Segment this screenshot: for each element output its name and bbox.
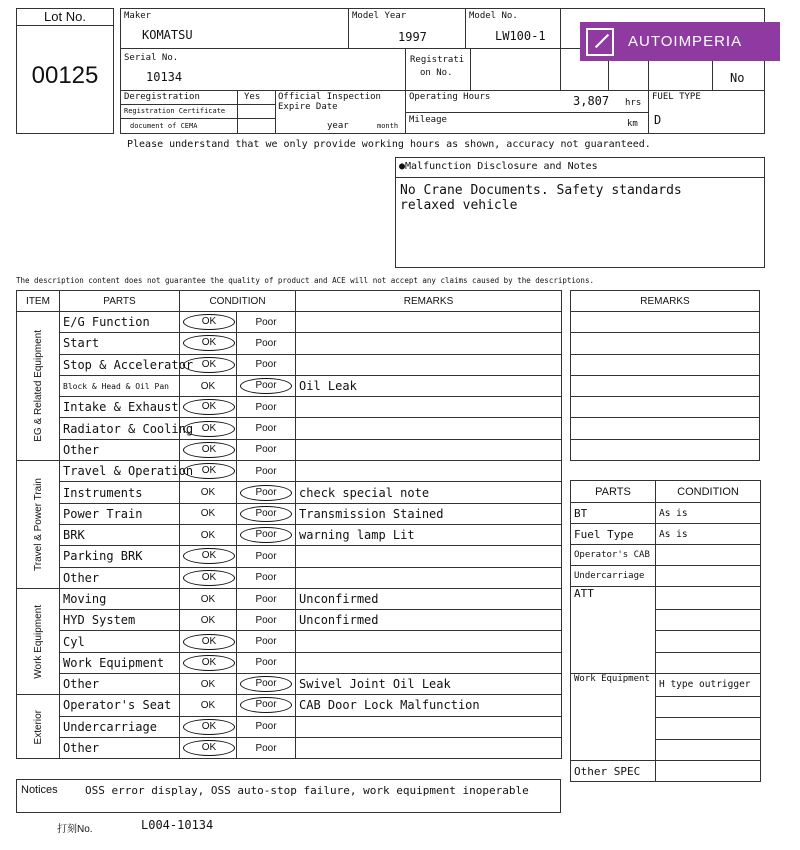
malfunction-text-2: relaxed vehicle	[400, 198, 518, 213]
table-row	[17, 674, 562, 695]
remark-cell	[296, 652, 562, 673]
mileage-label: Mileage	[409, 115, 447, 125]
table-row	[17, 439, 562, 460]
side-table-row	[571, 524, 761, 545]
poor-mark: Poor	[255, 572, 277, 584]
ac-value: No	[730, 71, 745, 85]
logo-mark-icon	[586, 28, 614, 56]
poor-cell	[237, 375, 296, 396]
malfunction-rule	[395, 177, 765, 178]
poor-mark: Poor	[255, 359, 277, 371]
poor-cell	[237, 418, 296, 439]
ok-cell	[180, 567, 237, 588]
side-condition: As is	[656, 503, 761, 524]
malfunction-text-1: No Crane Documents. Safety standards	[400, 183, 682, 198]
ok-mark: OK	[200, 678, 216, 690]
part-name: Parking BRK	[60, 546, 180, 567]
remark-cell	[296, 716, 562, 737]
inspection-month: month	[377, 122, 399, 130]
registration-label-1: Registrati	[410, 55, 465, 65]
poor-mark: Poor	[255, 465, 277, 477]
side-condition	[656, 674, 761, 761]
group-label	[17, 461, 60, 589]
ok-mark: OK	[183, 314, 235, 330]
side-condition	[656, 566, 761, 587]
side-subrow-divider	[656, 609, 760, 610]
table-row	[17, 610, 562, 631]
ok-mark: OK	[200, 380, 216, 392]
remark-cell	[296, 737, 562, 758]
poor-mark: Poor	[255, 721, 277, 733]
side-header-condition: CONDITION	[656, 481, 761, 503]
remark-cell: check special note	[296, 482, 562, 503]
side-table-row	[571, 587, 761, 674]
poor-mark: Poor	[255, 550, 277, 562]
remark-cell: Transmission Stained	[296, 503, 562, 524]
inspection-table-body	[17, 312, 562, 759]
serial-value: 10134	[146, 70, 183, 84]
notices-label: Notices	[21, 784, 58, 796]
stamp-value: L004-10134	[141, 818, 214, 832]
remark-cell	[296, 397, 562, 418]
ok-mark: OK	[183, 570, 235, 586]
table-row	[17, 737, 562, 758]
remark-cell	[296, 354, 562, 375]
table-row	[17, 333, 562, 354]
header-vline-7	[405, 48, 406, 134]
remark-cell	[296, 567, 562, 588]
remark-cell: Swivel Joint Oil Leak	[296, 674, 562, 695]
header-rule-5	[405, 112, 648, 113]
table-row	[17, 546, 562, 567]
poor-cell	[237, 546, 296, 567]
remark-cell	[296, 418, 562, 439]
ok-cell	[180, 546, 237, 567]
side-remarks-table	[570, 290, 760, 461]
header-rule-3	[120, 104, 275, 105]
ok-cell	[180, 631, 237, 652]
ok-mark: OK	[183, 463, 235, 479]
side-subrow-divider	[656, 739, 760, 740]
lot-label: Lot No.	[44, 9, 86, 24]
remark-cell	[296, 333, 562, 354]
table-row	[17, 482, 562, 503]
ok-cell	[180, 418, 237, 439]
ok-cell	[180, 397, 237, 418]
part-name: Radiator & Cooling	[60, 418, 180, 439]
side-remarks-row	[571, 418, 760, 439]
table-row	[17, 354, 562, 375]
side-header-parts: PARTS	[571, 481, 656, 503]
ok-cell	[180, 674, 237, 695]
ok-cell	[180, 503, 237, 524]
poor-cell	[237, 354, 296, 375]
part-name: BRK	[60, 524, 180, 545]
poor-mark: Poor	[255, 337, 277, 349]
poor-cell	[237, 588, 296, 609]
table-row	[17, 375, 562, 396]
km-label: km	[627, 119, 638, 129]
side-condition-text: H type outrigger	[659, 679, 751, 690]
poor-mark: Poor	[240, 697, 292, 713]
poor-mark: Poor	[255, 657, 277, 669]
side-remarks-cell	[571, 333, 760, 354]
registration-certificate: Registration Certificate	[124, 107, 226, 115]
side-remarks-row	[571, 354, 760, 375]
inspection-label-2: Expire Date	[278, 102, 338, 112]
part-name: Moving	[60, 588, 180, 609]
logo-text: AUTOIMPERIA	[628, 33, 743, 50]
side-remarks-row	[571, 397, 760, 418]
part-name: Start	[60, 333, 180, 354]
poor-mark: Poor	[255, 636, 277, 648]
remark-cell: Unconfirmed	[296, 610, 562, 631]
part-name: Work Equipment	[60, 652, 180, 673]
ok-cell	[180, 312, 237, 333]
side-condition: As is	[656, 524, 761, 545]
side-table-row	[571, 503, 761, 524]
part-name: Other	[60, 737, 180, 758]
inspection-year: year	[327, 121, 349, 131]
part-name: Cyl	[60, 631, 180, 652]
header-rule-4	[120, 118, 275, 119]
part-name: Other	[60, 439, 180, 460]
side-part: BT	[571, 503, 656, 524]
header-remarks: REMARKS	[296, 291, 562, 312]
inspection-table	[16, 290, 562, 759]
model-year-value: 1997	[398, 30, 427, 44]
table-row	[17, 652, 562, 673]
part-name: E/G Function	[60, 312, 180, 333]
inspection-label-1: Official Inspection	[278, 92, 381, 102]
group-label	[17, 695, 60, 759]
poor-mark: Poor	[255, 593, 277, 605]
poor-mark: Poor	[255, 614, 277, 626]
ok-mark: OK	[183, 655, 235, 671]
lot-number: 00125	[31, 62, 99, 89]
poor-cell	[237, 567, 296, 588]
ok-mark: OK	[200, 699, 216, 711]
poor-cell	[237, 674, 296, 695]
ok-mark: OK	[200, 614, 216, 626]
ok-cell	[180, 461, 237, 482]
ok-cell	[180, 716, 237, 737]
part-name: Other	[60, 674, 180, 695]
header-vline-2	[465, 8, 466, 48]
group-label	[17, 588, 60, 694]
poor-mark: Poor	[255, 401, 277, 413]
table-row	[17, 524, 562, 545]
group-label-text: Exterior	[32, 709, 44, 745]
poor-cell	[237, 312, 296, 333]
remark-cell	[296, 546, 562, 567]
side-remarks-row	[571, 333, 760, 354]
part-name: Undercarriage	[60, 716, 180, 737]
part-name: Instruments	[60, 482, 180, 503]
model-year-label: Model Year	[352, 11, 407, 21]
part-name: Intake & Exhaust	[60, 397, 180, 418]
autoimperia-logo	[580, 22, 780, 61]
poor-mark: Poor	[255, 742, 277, 754]
side-condition-subgrid	[656, 674, 760, 760]
stamp-label: 打刻No.	[57, 824, 93, 835]
side-remarks-cell	[571, 312, 760, 333]
poor-mark: Poor	[255, 316, 277, 328]
fuel-type-value: D	[654, 113, 662, 127]
poor-cell	[237, 737, 296, 758]
part-name: HYD System	[60, 610, 180, 631]
model-no-value: LW100-1	[495, 29, 546, 43]
ok-cell	[180, 610, 237, 631]
table-row	[17, 461, 562, 482]
hrs-label: hrs	[625, 98, 642, 108]
poor-mark: Poor	[255, 423, 277, 435]
poor-mark: Poor	[240, 485, 292, 501]
remark-cell: warning lamp Lit	[296, 524, 562, 545]
ok-cell	[180, 737, 237, 758]
table-row	[17, 588, 562, 609]
ok-mark: OK	[183, 399, 235, 415]
ok-mark: OK	[183, 335, 235, 351]
table-row	[17, 418, 562, 439]
side-subrow-divider	[656, 717, 760, 718]
operating-hours-label: Operating Hours	[409, 92, 491, 102]
ok-mark: OK	[200, 529, 216, 541]
table-row	[17, 567, 562, 588]
hours-note: Please understand that we only provide working hours as shown, accuracy not guaranteed.	[127, 139, 651, 150]
side-remarks-cell	[571, 375, 760, 396]
ok-mark: OK	[183, 442, 235, 458]
header-vline-10	[275, 90, 276, 134]
cema-document: document of CEMA	[130, 122, 198, 130]
ok-mark: OK	[200, 508, 216, 520]
part-name: Block & Head & Oil Pan	[60, 375, 180, 396]
poor-cell	[237, 397, 296, 418]
remark-cell: Oil Leak	[296, 375, 562, 396]
ok-mark: OK	[200, 593, 216, 605]
dereg-value: Yes	[244, 92, 261, 102]
side-subrow-divider	[656, 630, 760, 631]
group-label-text: EG & Related Equipment	[32, 330, 44, 442]
header-parts: PARTS	[60, 291, 180, 312]
part-name: Power Train	[60, 503, 180, 524]
ok-cell	[180, 695, 237, 716]
side-part: Operator's CAB	[571, 545, 656, 566]
table-row	[17, 631, 562, 652]
registration-label-2: on No.	[420, 68, 453, 78]
header-item: ITEM	[17, 291, 60, 312]
header-rule-2	[120, 90, 765, 91]
malfunction-title: ●Malfunction Disclosure and Notes	[399, 161, 598, 172]
poor-cell	[237, 610, 296, 631]
group-label-text: Work Equipment	[32, 604, 44, 679]
side-subrow-divider	[656, 652, 760, 653]
table-row	[17, 503, 562, 524]
part-name: Stop & Accelerator	[60, 354, 180, 375]
side-condition-subgrid	[656, 587, 760, 673]
side-part: Work Equipment	[571, 674, 656, 761]
table-row	[17, 716, 562, 737]
poor-cell	[237, 482, 296, 503]
side-condition	[656, 761, 761, 782]
group-label	[17, 312, 60, 461]
side-remarks-cell	[571, 354, 760, 375]
header-vline-8	[470, 48, 471, 90]
ok-cell	[180, 652, 237, 673]
side-remarks-row	[571, 312, 760, 333]
side-remarks-cell	[571, 397, 760, 418]
remark-cell: Unconfirmed	[296, 588, 562, 609]
remark-cell	[296, 312, 562, 333]
ok-cell	[180, 482, 237, 503]
remark-cell	[296, 631, 562, 652]
header-vline-9	[237, 90, 238, 134]
remark-cell	[296, 439, 562, 460]
maker-value: KOMATSU	[142, 28, 193, 42]
maker-label: Maker	[124, 11, 152, 21]
side-remarks-cell	[571, 439, 760, 460]
header-condition: CONDITION	[180, 291, 296, 312]
poor-mark: Poor	[255, 444, 277, 456]
ok-mark: OK	[183, 740, 235, 756]
side-part: Fuel Type	[571, 524, 656, 545]
side-condition	[656, 545, 761, 566]
disclaimer: The description content does not guarantee the quality of product and ACE will not accept any claims caused by the descriptions.	[16, 276, 594, 285]
header-vline-3	[560, 8, 561, 90]
ok-cell	[180, 588, 237, 609]
side-remarks-row	[571, 375, 760, 396]
poor-cell	[237, 716, 296, 737]
table-row	[17, 397, 562, 418]
poor-cell	[237, 503, 296, 524]
header-vline-1	[348, 8, 349, 48]
remark-cell	[296, 461, 562, 482]
side-condition	[656, 587, 761, 674]
ok-cell	[180, 354, 237, 375]
side-part: Other SPEC	[571, 761, 656, 782]
poor-mark: Poor	[240, 527, 292, 543]
remark-cell: CAB Door Lock Malfunction	[296, 695, 562, 716]
ok-mark: OK	[183, 357, 235, 373]
operating-hours-value: 3,807	[573, 94, 610, 108]
side-table-row	[571, 566, 761, 587]
ok-mark: OK	[183, 719, 235, 735]
table-row	[17, 312, 562, 333]
side-parts-table	[570, 480, 761, 782]
ok-cell	[180, 375, 237, 396]
model-no-label: Model No.	[469, 11, 518, 21]
group-label-text: Travel & Power Train	[32, 477, 44, 571]
side-subrow-divider	[656, 696, 760, 697]
ok-cell	[180, 524, 237, 545]
poor-mark: Poor	[240, 676, 292, 692]
side-remarks-cell	[571, 418, 760, 439]
poor-cell	[237, 631, 296, 652]
ok-mark: OK	[200, 487, 216, 499]
side-remarks-header: REMARKS	[571, 291, 760, 312]
side-table-row	[571, 674, 761, 761]
poor-cell	[237, 333, 296, 354]
side-table-row	[571, 545, 761, 566]
poor-mark: Poor	[240, 378, 292, 394]
part-name: Operator's Seat	[60, 695, 180, 716]
poor-mark: Poor	[240, 506, 292, 522]
fuel-type-label: FUEL TYPE	[652, 92, 701, 102]
serial-label: Serial No.	[124, 53, 179, 63]
side-remarks-row	[571, 439, 760, 460]
table-row	[17, 695, 562, 716]
ok-cell	[180, 439, 237, 460]
poor-cell	[237, 524, 296, 545]
poor-cell	[237, 652, 296, 673]
ok-mark: OK	[183, 634, 235, 650]
part-name: Other	[60, 567, 180, 588]
side-part: ATT	[571, 587, 656, 674]
ok-mark: OK	[183, 421, 235, 437]
poor-cell	[237, 695, 296, 716]
ok-cell	[180, 333, 237, 354]
poor-cell	[237, 461, 296, 482]
side-part: Undercarriage	[571, 566, 656, 587]
notices-text: OSS error display, OSS auto-stop failure, work equipment inoperable	[85, 784, 529, 797]
ok-mark: OK	[183, 548, 235, 564]
side-table-row	[571, 761, 761, 782]
part-name: Travel & Operation	[60, 461, 180, 482]
dereg-label: Deregistration	[124, 92, 200, 102]
poor-cell	[237, 439, 296, 460]
